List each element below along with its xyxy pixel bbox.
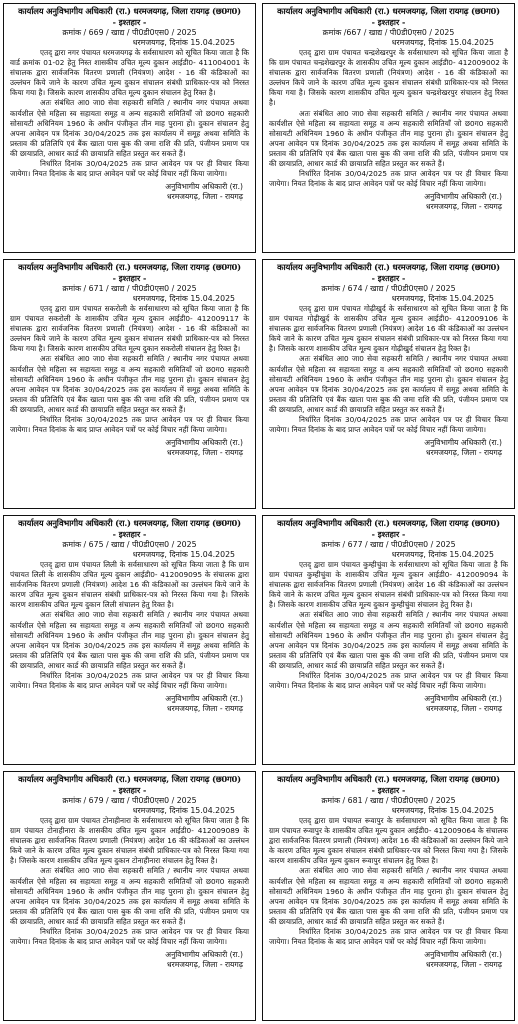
signatory-place: धरमजयगढ़, जिला - रायगढ़ xyxy=(425,960,502,970)
paragraph-eligibility: अतः संबंधित आ0 जा0 सेवा सहकारी समिति / स्थानीय नगर पंचायत अथवा कार्यशील ऐसे महिला स्व सहायता समूह व अन्य सहकारी समितियाँ जो छ0ग0 सहकारी सोसायटी अधिनियम 1960 के अधीन पंजीकृत तीन माह पुराना हो। दुकान संचालन हेतु अपना आवेदन पत्र दिनांक 30/04/2025 तक इस कार्यालय में समूह अथवा समिति के प्रस्ताव की प्रतिलिपि एवं बैंक खाता पास बुक की जमा राशि की प्रति, पंजीयन प्रमाण पत्र की छायाप्रति, आधार कार्ड की छायाप्रति सहित प्रस्तुत कर सकते हैं। xyxy=(269,866,508,926)
signatory-title: अनुविभागीय अधिकारी (रा.) xyxy=(424,694,502,704)
signatory-title: अनुविभागीय अधिकारी (रा.) xyxy=(165,438,243,448)
paragraph-intro: एतद् द्वारा ग्राम पंचायत लिली के सर्वसाधारण को सूचित किया जाता है कि ग्राम पंचायत लिली के शासकीय उचित मूल्य दुकान आईडी0- 412009095 के संचालक द्वारा सार्वजनिक वितरण प्रणाली (नियंत्रण) आदेश 16 की कंडिकाओं का उल्लंघन किये जाने के कारण उचित मूल्य दुकान संचालन संबंधी प्राधिकार-पत्र को निरस्त किया गया है। जिसके कारण शासकीय उचित मूल्य दुकान लिली संचालन हेतु रिक्त है। xyxy=(10,560,249,610)
notice-grid xyxy=(3,3,515,1021)
notice-body xyxy=(269,560,508,691)
notice-date: धरमजयगढ़, दिनांक 15.04.2025 xyxy=(132,294,235,303)
notice-body xyxy=(10,560,249,691)
signatory-place: धरमजयगढ़, जिला - रायगढ़ xyxy=(425,704,502,714)
signature-block xyxy=(10,182,249,202)
notice-box-7 xyxy=(3,771,256,1021)
signatory-place: धरमजयगढ़, जिला - रायगढ़ xyxy=(166,448,243,458)
signature-block xyxy=(10,438,249,458)
notice-body xyxy=(269,816,508,947)
paragraph-deadline: निर्धारित दिनांक 30/04/2025 तक प्राप्त आवेदन पत्र पर ही विचार किया जायेगा। नियत दिनांक के बाद प्राप्त आवेदन पत्रों पर कोई विचार नहीं किया जायेगा। xyxy=(269,169,508,189)
paragraph-deadline: निर्धारित दिनांक 30/04/2025 तक प्राप्त आवेदन पत्र पर ही विचार किया जायेगा। नियत दिनांक के बाद प्राप्त आवेदन पत्रों पर कोई विचार नहीं किया जायेगा। xyxy=(10,415,249,435)
paragraph-eligibility: अतः संबंधित आ0 जा0 सेवा सहकारी समिति / स्थानीय नगर पंचायत अथवा कार्यशील ऐसे महिला स्व सहायता समूह व अन्य सहकारी समितियाँ जो छ0ग0 सहकारी सोसायटी अधिनियम 1960 के अधीन पंजीकृत तीन माह पुराना हो। दुकान संचालन हेतु अपना आवेदन पत्र दिनांक 30/04/2025 तक इस कार्यालय में समूह अथवा समिति के प्रस्ताव की प्रतिलिपि एवं बैंक खाता पास बुक की जमा राशि की प्रति, पंजीयन प्रमाण पत्र की छायाप्रति, आधार कार्ड की छायाप्रति सहित प्रस्तुत कर सकते हैं। xyxy=(269,610,508,670)
signature-block xyxy=(269,438,508,458)
paragraph-eligibility: अतः संबंधित आ0 जा0 सेवा सहकारी समिति / स्थानीय नगर पंचायत अथवा कार्यशील ऐसे महिला स्व सहायता समूह व अन्य सहकारी समितियाँ जो छ0ग0 सहकारी सोसायटी अधिनियम 1960 के अधीन पंजीकृत तीन माह पुराना हो। दुकान संचालन हेतु अपना आवेदन पत्र दिनांक 30/04/2025 तक इस कार्यालय में समूह अथवा समिति के प्रस्ताव की प्रतिलिपि एवं बैंक खाता पास बुक की जमा राशि की प्रति, पंजीयन प्रमाण पत्र की छायाप्रति, आधार कार्ड की छायाप्रति सहित प्रस्तुत कर सकते हैं। xyxy=(269,108,508,169)
paragraph-deadline: निर्धारित दिनांक 30/04/2025 तक प्राप्त आवेदन पत्र पर ही विचार किया जायेगा। नियत दिनांक के बाद प्राप्त आवेदन पत्रों पर कोई विचार नहीं किया जायेगा। xyxy=(269,415,508,435)
paragraph-intro: एतद् द्वारा ग्राम पंचायत चन्द्रशेखरपुर के सर्वसाधारण को सूचित किया जाता है कि ग्राम पंचायत चन्द्रशेखरपुर के शासकीय उचित मूल्य दुकान आईडी0- 412009002 के संचालक द्वारा सार्वजनिक वितरण प्रणाली (नियंत्रण) आदेश - 16 की कंडिकाओं का उल्लंघन किये जाने के कारण उचित मूल्य दुकान संचालन संबंधी प्राधिकार-पत्र को निरस्त किया गया है। जिसके कारण शासकीय उचित मूल्य दुकान चन्द्रशेखरपुर संचालन हेतु रिक्त है। xyxy=(269,48,508,108)
notice-box-6 xyxy=(262,515,515,765)
office-header: कार्यालय अनुविभागीय अधिकारी (रा.) धरमजयगढ़, जिला रायगढ़ (छ0ग0) xyxy=(277,518,500,528)
paragraph-eligibility: अतः संबंधित आ0 जा0 सेवा सहकारी समिति / स्थानीय नगर पंचायत अथवा कार्यशील ऐसे महिला स्व सहायता समूह व अन्य सहकारी समितियाँ जो छ0ग0 सहकारी सोसायटी अधिनियम 1960 के अधीन पंजीकृत तीन माह पुराना हो। दुकान संचालन हेतु अपना आवेदन पत्र दिनांक 30/04/2025 तक इस कार्यालय में समूह अथवा समिति के प्रस्ताव की प्रतिलिपि एवं बैंक खाता पास बुक की जमा राशि की प्रति, पंजीयन प्रमाण पत्र की छायाप्रति, आधार कार्ड की छायाप्रति सहित प्रस्तुत कर सकते हैं। xyxy=(10,866,249,926)
notice-date: धरमजयगढ़, दिनांक 15.04.2025 xyxy=(391,294,494,303)
signatory-place: धरमजयगढ़, जिला - रायगढ़ xyxy=(425,202,502,212)
office-header: कार्यालय अनुविभागीय अधिकारी (रा.) धरमजयगढ़, जिला रायगढ़ (छ0ग0) xyxy=(277,6,500,16)
paragraph-eligibility: अतः संबंधित आ0 जा0 सेवा सहकारी समिति / स्थानीय नगर पंचायत अथवा कार्यशील ऐसे महिला स्व सहायता समूह व अन्य सहकारी समितियाँ जो छ0ग0 सहकारी सोसायटी अधिनियम 1960 के अधीन पंजीकृत तीन माह पुराना हो। दुकान संचालन हेतु अपना आवेदन पत्र दिनांक 30/04/2025 तक इस कार्यालय में समूह अथवा समिति के प्रस्ताव की प्रतिलिपि एवं बैंक खाता पास बुक की जमा राशि की प्रति, पंजीयन प्रमाण पत्र की छायाप्रति, आधार कार्ड की छायाप्रति सहित प्रस्तुत कर सकते हैं। xyxy=(10,610,249,670)
notice-date: धरमजयगढ़, दिनांक 15.04.2025 xyxy=(391,38,494,47)
signatory-place: धरमजयगढ़, जिला - रायगढ़ xyxy=(166,960,243,970)
order-number: क्रमांक /667 / खाद्य / पी0डी0एस0 / 2025 xyxy=(322,28,455,37)
order-number: क्रमांक / 675 / खाद्य / पी0डी0एस0 / 2025 xyxy=(62,540,197,549)
notice-body xyxy=(10,816,249,947)
notice-date: धरमजयगढ़, दिनांक 15.04.2025 xyxy=(132,550,235,559)
notice-label: - इश्तहार - xyxy=(112,274,147,283)
notice-label: - इश्तहार - xyxy=(371,274,406,283)
paragraph-deadline: निर्धारित दिनांक 30/04/2025 तक प्राप्त आवेदन पत्र पर ही विचार किया जायेगा। नियत दिनांक के बाद प्राप्त आवेदन पत्रों पर कोई विचार नहीं किया जायेगा। xyxy=(10,927,249,947)
paragraph-intro: एतद् द्वारा ग्राम पंचायत रूवापुर के सर्वसाधारण को सूचित किया जाता है कि ग्राम पंचायत रूवापुर के शासकीय उचित मूल्य दुकान आईडी0- 412009064 के संचालक द्वारा सार्वजनिक वितरण प्रणाली (नियंत्रण) आदेश 16 की कंडिकाओं का उल्लंघन किये जाने के कारण उचित मूल्य दुकान संचालन संबंधी प्राधिकार-पत्र को निरस्त किया गया है। जिसके कारण शासकीय उचित मूल्य दुकान रूवापुर संचालन हेतु रिक्त है। xyxy=(269,816,508,866)
notice-box-5 xyxy=(3,515,256,765)
paragraph-eligibility: अतः संबंधित आ0 जा0 सेवा सहकारी समिति / स्थानीय नगर पंचायत अथवा कार्यशील ऐसे महिला स्व सहायता समूह व अन्य सहकारी समितियाँ जो छ0ग0 सहकारी सोसायटी अधिनियम 1960 के अधीन पंजीकृत तीन माह पुराना हो। दुकान संचालन हेतु अपना आवेदन पत्र दिनांक 30/04/2025 तक इस कार्यालय में समूह अथवा समिति के प्रस्ताव की प्रतिलिपि एवं बैंक खाता पास बुक की जमा राशि की प्रति, पंजीयन प्रमाण पत्र की छायाप्रति, आधार कार्ड की छायाप्रति सहित प्रस्तुत कर सकते हैं। xyxy=(269,354,508,414)
signature-block xyxy=(269,950,508,970)
signatory-title: अनुविभागीय अधिकारी (रा.) xyxy=(424,950,502,960)
notice-box-1 xyxy=(3,3,256,253)
order-number: क्रमांक / 674 / खाद्य / पी0डी0एस0 / 2025 xyxy=(321,284,456,293)
signature-block xyxy=(269,192,508,212)
notice-date: धरमजयगढ़, दिनांक 15.04.2025 xyxy=(391,806,494,815)
office-header: कार्यालय अनुविभागीय अधिकारी (रा.) धरमजयगढ़, जिला रायगढ़ (छ0ग0) xyxy=(18,774,241,784)
paragraph-deadline: निर्धारित दिनांक 30/04/2025 तक प्राप्त आवेदन पत्र पर ही विचार किया जायेगा। नियत दिनांक के बाद प्राप्त आवेदन पत्रों पर कोई विचार नहीं किया जायेगा। xyxy=(10,159,249,179)
notice-box-4 xyxy=(262,259,515,509)
office-header: कार्यालय अनुविभागीय अधिकारी (रा.) धरमजयगढ़, जिला रायगढ़ (छ0ग0) xyxy=(18,6,241,16)
signature-block xyxy=(10,694,249,714)
order-number: क्रमांक / 681 / खाद्य / पी0डी0एस0 / 2025 xyxy=(321,796,456,805)
notice-label: - इश्तहार - xyxy=(371,786,406,795)
paragraph-eligibility: अतः संबंधित आ0 जा0 सेवा सहकारी समिति / स्थानीय नगर पंचायत अथवा कार्यशील ऐसे महिला स्व सहायता समूह व अन्य सहकारी समितियाँ जो छ0ग0 सहकारी सोसायटी अधिनियम 1960 के अधीन पंजीकृत तीन माह पुराना हो। दुकान संचालन हेतु अपना आवेदन पत्र दिनांक 30/04/2025 तक इस कार्यालय में समूह अथवा समिति के प्रस्ताव की प्रतिलिपि एवं बैंक खाता पास बुक की जमा राशि की प्रति, पंजीयन प्रमाण पत्र की छायाप्रति, आधार कार्ड की छायाप्रति सहित प्रस्तुत कर सकते हैं। xyxy=(10,354,249,414)
notice-date: धरमजयगढ़, दिनांक 15.04.2025 xyxy=(391,550,494,559)
order-number: क्रमांक / 677 / खाद्य / पी0डी0एस0 / 2025 xyxy=(321,540,456,549)
notice-label: - इश्तहार - xyxy=(112,18,147,27)
notice-box-8 xyxy=(262,771,515,1021)
paragraph-intro: एतद् द्वारा ग्राम पंचायत गोढ़ीखुर्द के सर्वसाधारण को सूचित किया जाता है कि ग्राम पंचायत गोढ़ीखुर्द के शासकीय उचित मूल्य दुकान आईडी0- 412009106 के संचालक द्वारा सार्वजनिक वितरण प्रणाली (नियंत्रण) आदेश 16 की कंडिकाओं का उल्लंघन किये जाने के कारण उचित मूल्य दुकान संचालन संबंधी प्राधिकार-पत्र को निरस्त किया गया है। जिसके कारण शासकीय उचित मूल्य दुकान गोढ़ीखुर्द संचालन हेतु रिक्त है। xyxy=(269,304,508,354)
signatory-place: धरमजयगढ़, जिला - रायगढ़ xyxy=(166,192,243,202)
notice-date: धरमजयगढ़, दिनांक 15.04.2025 xyxy=(132,806,235,815)
order-number: क्रमांक / 671 / खाद्य / पी0डी0एस0 / 2025 xyxy=(62,284,197,293)
paragraph-deadline: निर्धारित दिनांक 30/04/2025 तक प्राप्त आवेदन पत्र पर ही विचार किया जायेगा। नियत दिनांक के बाद प्राप्त आवेदन पत्रों पर कोई विचार नहीं किया जायेगा। xyxy=(10,671,249,691)
signatory-title: अनुविभागीय अधिकारी (रा.) xyxy=(424,192,502,202)
order-number: क्रमांक / 679 / खाद्य / पी0डी0एस0 / 2025 xyxy=(62,796,197,805)
office-header: कार्यालय अनुविभागीय अधिकारी (रा.) धरमजयगढ़, जिला रायगढ़ (छ0ग0) xyxy=(18,262,241,272)
notice-label: - इश्तहार - xyxy=(371,18,406,27)
paragraph-intro: एतद् द्वारा ग्राम पंचायत कुम्हीचुंवा के सर्वसाधारण को सूचित किया जाता है कि ग्राम पंचायत कुम्हीचुंवा के शासकीय उचित मूल्य दुकान आईडी0- 412009094 के संचालक द्वारा सार्वजनिक वितरण प्रणाली (नियंत्रण) आदेश 16 की कंडिकाओं का उल्लंघन किये जाने के कारण उचित मूल्य दुकान संचालन संबंधी प्राधिकार-पत्र को निरस्त किया गया है। जिसके कारण शासकीय उचित मूल्य दुकान कुम्हीचुंवा संचालन हेतु रिक्त है। xyxy=(269,560,508,610)
signatory-title: अनुविभागीय अधिकारी (रा.) xyxy=(165,182,243,192)
paragraph-intro: एतद् द्वारा नगर पंचायत धरमजयगढ़ के सर्वसाधारण को सूचित किया जाता है कि वार्ड क्रमांक 01-02 हेतु निस्त शासकीय उचित मूल्य दुकान आईडी0- 411004001 के संचालक द्वारा सार्वजनिक वितरण प्रणाली (नियंत्रण) आदेश - 16 की कंडिकाओं का उल्लंघन किये जाने के कारण उचित मूल्य दुकान संचालन संबंधी प्राधिकार-पत्र को निरस्त किया गया है। जिसके कारण शासकीय उचित मूल्य दुकान संचालन हेतु रिक्त है। xyxy=(10,48,249,98)
signatory-place: धरमजयगढ़, जिला - रायगढ़ xyxy=(166,704,243,714)
signature-block xyxy=(10,950,249,970)
signatory-title: अनुविभागीय अधिकारी (रा.) xyxy=(165,950,243,960)
signatory-title: अनुविभागीय अधिकारी (रा.) xyxy=(424,438,502,448)
paragraph-eligibility: अतः संबंधित आ0 जा0 सेवा सहकारी समिति / स्थानीय नगर पंचायत अथवा कार्यशील ऐसे महिला स्व सहायता समूह व अन्य सहकारी समितियाँ जो छ0ग0 सहकारी सोसायटी अधिनियम 1960 के अधीन पंजीकृत तीन माह पुराना हो। दुकान संचालन हेतु अपना आवेदन पत्र दिनांक 30/04/2025 तक इस कार्यालय में समूह अथवा समिति के प्रस्ताव की प्रतिलिपि एवं बैंक खाता पास बुक की जमा राशि की प्रति, पंजीयन प्रमाण पत्र की छायाप्रति, आधार कार्ड की छायाप्रति सहित प्रस्तुत कर सकते हैं। xyxy=(10,98,249,158)
paragraph-deadline: निर्धारित दिनांक 30/04/2025 तक प्राप्त आवेदन पत्र पर ही विचार किया जायेगा। नियत दिनांक के बाद प्राप्त आवेदन पत्रों पर कोई विचार नहीं किया जायेगा। xyxy=(269,927,508,947)
notice-label: - इश्तहार - xyxy=(371,530,406,539)
signatory-title: अनुविभागीय अधिकारी (रा.) xyxy=(165,694,243,704)
notice-label: - इश्तहार - xyxy=(112,530,147,539)
paragraph-intro: एतद् द्वारा ग्राम पंचायत टोनाहीनारा के सर्वसाधारण को सूचित किया जाता है कि ग्राम पंचायत टोनाहीनारा के शासकीय उचित मूल्य दुकान आईडी0- 412009089 के संचालक द्वारा सार्वजनिक वितरण प्रणाली (नियंत्रण) आदेश 16 की कंडिकाओं का उल्लंघन किये जाने के कारण उचित मूल्य दुकान संचालन संबंधी प्राधिकार-पत्र को निरस्त किया गया है। जिसके कारण शासकीय उचित मूल्य दुकान टोनाहीनारा संचालन हेतु रिक्त है। xyxy=(10,816,249,866)
office-header: कार्यालय अनुविभागीय अधिकारी (रा.) धरमजयगढ़, जिला रायगढ़ (छ0ग0) xyxy=(277,774,500,784)
office-header: कार्यालय अनुविभागीय अधिकारी (रा.) धरमजयगढ़, जिला रायगढ़ (छ0ग0) xyxy=(18,518,241,528)
notice-body xyxy=(269,304,508,435)
office-header: कार्यालय अनुविभागीय अधिकारी (रा.) धरमजयगढ़, जिला रायगढ़ (छ0ग0) xyxy=(277,262,500,272)
paragraph-intro: एतद् द्वारा ग्राम पंचायत सकरोली के सर्वसाधारण को सूचित किया जाता है कि ग्राम पंचायत सकरोली के शासकीय उचित मूल्य दुकान आईडी0- 412009117 के संचालक द्वारा सार्वजनिक वितरण प्रणाली (नियंत्रण) आदेश - 16 की कंडिकाओं का उल्लंघन किये जाने के कारण उचित मूल्य दुकान संचालन संबंधी प्राधिकार-पत्र को निरस्त किया गया है। जिसके कारण शासकीय उचित मूल्य दुकान सकरोली संचालन हेतु रिक्त है। xyxy=(10,304,249,354)
notice-label: - इश्तहार - xyxy=(112,786,147,795)
notice-body xyxy=(269,48,508,189)
signatory-place: धरमजयगढ़, जिला - रायगढ़ xyxy=(425,448,502,458)
notice-date: धरमजयगढ़, दिनांक 15.04.2025 xyxy=(132,38,235,47)
notice-body xyxy=(10,304,249,435)
notice-body xyxy=(10,48,249,179)
signature-block xyxy=(269,694,508,714)
paragraph-deadline: निर्धारित दिनांक 30/04/2025 तक प्राप्त आवेदन पत्र पर ही विचार किया जायेगा। नियत दिनांक के बाद प्राप्त आवेदन पत्रों पर कोई विचार नहीं किया जायेगा। xyxy=(269,671,508,691)
order-number: क्रमांक / 669 / खाद्य / पी0डी0एस0 / 2025 xyxy=(62,28,197,37)
notice-box-2 xyxy=(262,3,515,253)
notice-box-3 xyxy=(3,259,256,509)
